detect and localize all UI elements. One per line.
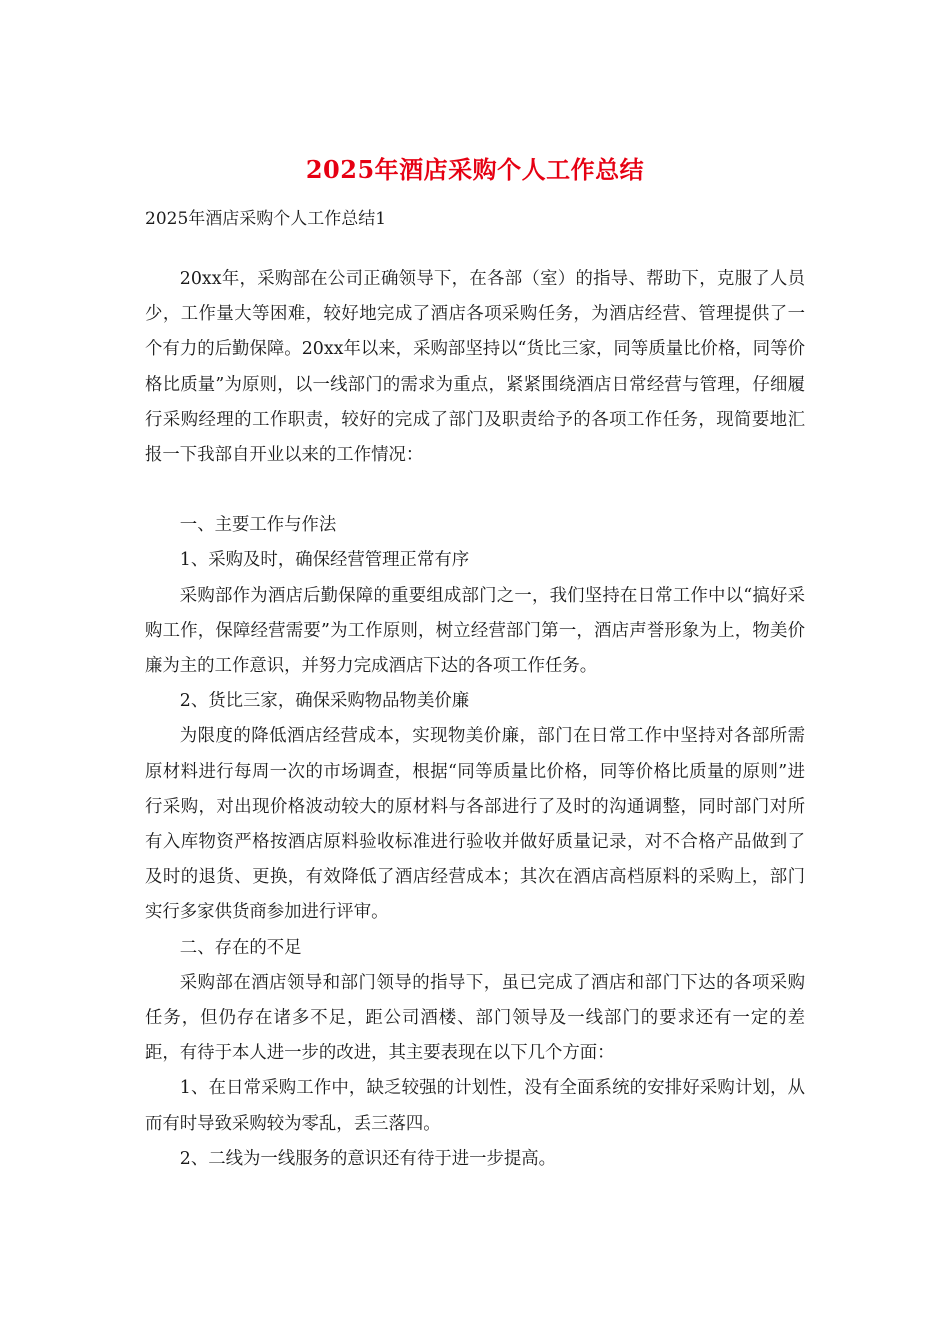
section-heading-shortcomings: 二、存在的不足	[179, 937, 302, 958]
document-subtitle: 2025年酒店采购个人工作总结1	[145, 209, 387, 229]
document-body	[145, 262, 805, 1177]
paragraph-timely-purchasing: 采购部作为酒店后勤保障的重要组成部门之一，我们坚持在日常工作中以“搞好采购工作，保障经营需要”为工作原则，树立经营部门第一，酒店声誉形象为上，物美价廉为主的工作意识，并努力完成酒店下达的各项工作任务。	[145, 585, 805, 677]
paragraph-shortcoming-2: 2、二线为一线服务的意识还有待于进一步提高。	[179, 1148, 557, 1169]
paragraph-shortcomings: 采购部在酒店领导和部门领导的指导下，虽已完成了酒店和部门下达的各项采购任务，但仍存在诸多不足，距公司酒楼、部门领导及一线部门的要求还有一定的差距，有待于本人进一步的改进，其主要表现在以下几个方面：	[145, 972, 805, 1064]
subheading-compare-prices: 2、货比三家，确保采购物品物美价廉	[179, 691, 470, 712]
paragraph-shortcoming-1: 1、在日常采购工作中，缺乏较强的计划性，没有全面系统的安排好采购计划，从而有时导致采购较为零乱，丢三落四。	[145, 1078, 805, 1134]
paragraph-intro: 20xx年，采购部在公司正确领导下，在各部（室）的指导、帮助下，克服了人员少，工作量大等困难，较好地完成了酒店各项采购任务，为酒店经营、管理提供了一个有力的后勤保障。20xx年以来，采购部坚持以“货比三家，同等质量比价格，同等价格比质量”为原则，以一线部门的需求为重点，紧紧围绕酒店日常经营与管理，仔细履行采购经理的工作职责，较好的完成了部门及职责给予的各项工作任务，现简要地汇报一下我部自开业以来的工作情况：	[145, 269, 805, 466]
document-title: 2025年酒店采购个人工作总结	[305, 155, 645, 184]
paragraph-compare-prices: 为限度的降低酒店经营成本，实现物美价廉，部门在日常工作中坚持对各部所需原材料进行每周一次的市场调查，根据“同等质量比价格，同等价格比质量的原则”进行采购，对出现价格波动较大的原材料与各部进行了及时的沟通调整，同时部门对所有入库物资严格按酒店原料验收标准进行验收并做好质量记录，对不合格产品做到了及时的退货、更换，有效降低了酒店经营成本；其次在酒店高档原料的采购上，部门实行多家供货商参加进行评审。	[145, 726, 805, 923]
subheading-timely-purchasing: 1、采购及时，确保经营管理正常有序	[179, 550, 470, 571]
section-heading-main-work: 一、主要工作与作法	[179, 515, 337, 536]
